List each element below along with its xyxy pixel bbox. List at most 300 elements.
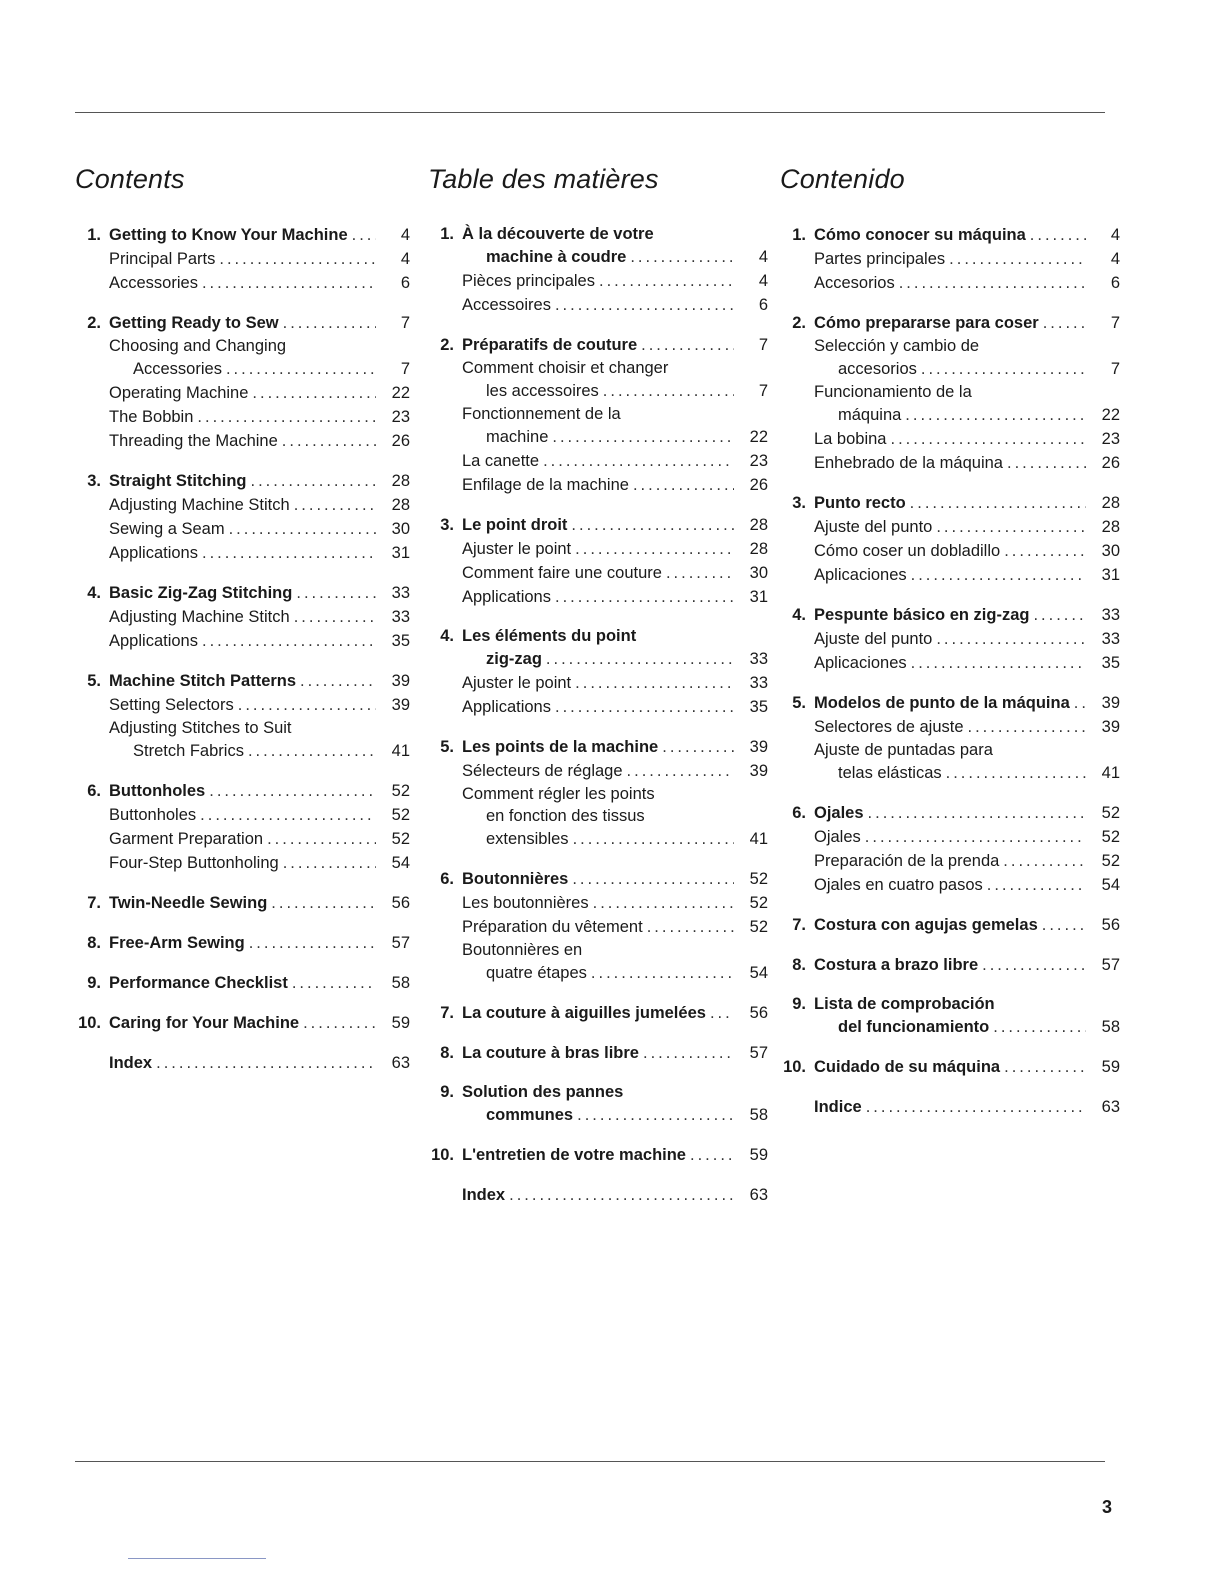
- subentry-title: accesorios: [838, 360, 917, 378]
- entry-number: 10.: [431, 1146, 454, 1164]
- toc-section: [428, 333, 768, 497]
- entry-page: 63: [749, 1186, 768, 1204]
- entry-title: communes: [486, 1106, 574, 1124]
- toc-entry-heading: [75, 669, 410, 693]
- entry-title: Le point droit: [462, 516, 568, 534]
- dot-leader: [294, 605, 376, 629]
- subentry-title: máquina: [838, 406, 902, 424]
- entry-title: del funcionamiento: [838, 1018, 990, 1036]
- entry-number: 1.: [440, 225, 454, 243]
- toc-subentry: [75, 493, 410, 517]
- entry-title: Index: [109, 1054, 153, 1072]
- subentry-page: 39: [749, 762, 768, 780]
- toc-section: [75, 311, 410, 453]
- subentry-page: 52: [749, 894, 768, 912]
- dot-leader: [575, 671, 734, 695]
- entry-title: Costura a brazo libre: [814, 956, 979, 974]
- dot-leader: [219, 247, 376, 271]
- dot-leader: [630, 245, 734, 269]
- entry-page: 57: [1101, 956, 1120, 974]
- toc-section: [428, 513, 768, 609]
- toc-section: [780, 1055, 1120, 1079]
- toc-entry-heading: [780, 801, 1120, 825]
- subentry-title: Adjusting Machine Stitch: [109, 608, 290, 626]
- entry-title: Indice: [814, 1098, 862, 1116]
- toc-subentry: [75, 517, 410, 541]
- indent: [75, 335, 109, 357]
- subentry-page: 41: [749, 830, 768, 848]
- subentry-title: Ojales en cuatro pasos: [814, 876, 983, 894]
- toc-subentry: [780, 563, 1120, 587]
- subentry-page: 30: [391, 520, 410, 538]
- toc-subentry: [780, 849, 1120, 873]
- subentry-title: Applications: [109, 632, 198, 650]
- dot-leader: [197, 405, 376, 429]
- dot-leader: [267, 827, 376, 851]
- entry-title: Cómo conocer su máquina: [814, 226, 1026, 244]
- entry-page: 57: [749, 1044, 768, 1062]
- toc-subentry: [780, 403, 1120, 427]
- entry-title: Pespunte básico en zig-zag: [814, 606, 1030, 624]
- toc-subentry: [428, 891, 768, 915]
- subentry-page: 4: [758, 272, 768, 290]
- entry-page: 59: [391, 1014, 410, 1032]
- subentry-title: Pièces principales: [462, 272, 595, 290]
- subentry-page: 23: [1101, 430, 1120, 448]
- entry-page: 7: [758, 336, 768, 354]
- toc-entry-heading: [428, 223, 768, 245]
- subentry-page: 41: [1101, 764, 1120, 782]
- toc-entry-heading: [75, 971, 410, 995]
- toc-subentry: [780, 715, 1120, 739]
- subentry-page: 7: [1110, 360, 1120, 378]
- subentry-title: Preparación de la prenda: [814, 852, 1000, 870]
- entry-number: 8.: [792, 956, 806, 974]
- dot-leader: [546, 647, 734, 671]
- subentry-page: 23: [749, 452, 768, 470]
- subentry-title: Threading the Machine: [109, 432, 278, 450]
- dot-leader: [1030, 223, 1086, 247]
- entry-number: 9.: [792, 995, 806, 1013]
- entry-title: L'entretien de votre machine: [462, 1146, 686, 1164]
- dot-leader: [252, 381, 376, 405]
- dot-leader: [666, 561, 734, 585]
- toc-subentry: [428, 425, 768, 449]
- subentry-title: Partes principales: [814, 250, 946, 268]
- toc-section: [75, 581, 410, 653]
- dot-leader: [292, 971, 376, 995]
- entry-number: 8.: [440, 1044, 454, 1062]
- toc-subentry: [780, 381, 1120, 403]
- entry-page: 39: [749, 738, 768, 756]
- entry-page: 58: [391, 974, 410, 992]
- toc-subentry: [75, 803, 410, 827]
- entry-number: 7.: [87, 894, 101, 912]
- toc-subentry: [428, 827, 768, 851]
- subentry-page: 52: [749, 918, 768, 936]
- indent: [780, 739, 814, 761]
- entry-number: 3.: [792, 494, 806, 512]
- toc-section: [780, 953, 1120, 977]
- toc-entry-heading: [428, 735, 768, 759]
- indent: [428, 403, 462, 425]
- entry-page: 56: [1101, 916, 1120, 934]
- toc-section: [75, 1011, 410, 1035]
- page-number: 3: [1101, 1497, 1112, 1517]
- toc-sections: [780, 223, 1120, 1119]
- subentry-page: 31: [1101, 566, 1120, 584]
- subentry-page: 30: [749, 564, 768, 582]
- subentry-page: 39: [1101, 718, 1120, 736]
- toc-entry-heading: [780, 1055, 1120, 1079]
- entry-title: Solution des pannes: [462, 1083, 624, 1101]
- dot-leader: [303, 1011, 376, 1035]
- toc-subentry: [780, 271, 1120, 295]
- entry-page: 58: [749, 1106, 768, 1124]
- entry-title: Les points de la machine: [462, 738, 659, 756]
- entry-page: 7: [1110, 314, 1120, 332]
- subentry-title: Funcionamiento de la: [814, 383, 972, 401]
- dot-leader: [865, 825, 1086, 849]
- toc-section: [428, 223, 768, 317]
- dot-leader: [552, 425, 734, 449]
- indent: [780, 381, 814, 403]
- toc-entry-heading: [428, 867, 768, 891]
- dot-leader: [209, 779, 376, 803]
- subentry-page: 35: [391, 632, 410, 650]
- dot-leader: [968, 715, 1086, 739]
- toc-entry-heading: [75, 469, 410, 493]
- toc-subentry: [428, 805, 768, 827]
- toc-subentry: [428, 473, 768, 497]
- entry-title: Free-Arm Sewing: [109, 934, 245, 952]
- subentry-page: 31: [749, 588, 768, 606]
- subentry-title: Enhebrado de la máquina: [814, 454, 1003, 472]
- entry-number: 3.: [440, 516, 454, 534]
- dot-leader: [911, 563, 1086, 587]
- bottom-rule: [75, 1461, 1105, 1462]
- subentry-page: 7: [400, 360, 410, 378]
- toc-entry-heading: [75, 223, 410, 247]
- toc-subentry: [428, 915, 768, 939]
- dot-leader: [283, 851, 376, 875]
- toc-section: [780, 801, 1120, 897]
- entry-number: 7.: [792, 916, 806, 934]
- toc-subentry: [428, 449, 768, 473]
- toc-subentry: [75, 827, 410, 851]
- subentry-page: 52: [391, 830, 410, 848]
- subentry-page: 6: [758, 296, 768, 314]
- toc-subentry: [75, 851, 410, 875]
- subentry-title: Ajuste de puntadas para: [814, 741, 993, 759]
- subentry-title: Sélecteurs de réglage: [462, 762, 623, 780]
- entry-title: Préparatifs de couture: [462, 336, 638, 354]
- toc-section: [75, 469, 410, 565]
- toc-entry-heading: [780, 993, 1120, 1015]
- dot-leader: [603, 379, 734, 403]
- dot-leader: [905, 403, 1086, 427]
- subentry-title: Aplicaciones: [814, 566, 907, 584]
- toc-subentry: [428, 759, 768, 783]
- dot-leader: [899, 271, 1086, 295]
- entry-title: Ojales: [814, 804, 864, 822]
- subentry-title: Enfilage de la machine: [462, 476, 629, 494]
- toc-entry-heading: [780, 913, 1120, 937]
- toc-section: [75, 669, 410, 763]
- indent: [428, 357, 462, 379]
- entry-title: Twin-Needle Sewing: [109, 894, 268, 912]
- entry-page: 57: [391, 934, 410, 952]
- subentry-title: Sewing a Seam: [109, 520, 225, 538]
- entry-title: Costura con agujas gemelas: [814, 916, 1038, 934]
- dot-leader: [593, 891, 734, 915]
- subentry-title: Accessories: [109, 274, 198, 292]
- dot-leader: [300, 669, 376, 693]
- toc-section: [75, 971, 410, 995]
- entry-page: 63: [1101, 1098, 1120, 1116]
- dot-leader: [1074, 691, 1086, 715]
- toc-subentry: [75, 381, 410, 405]
- subentry-title: Préparation du vêtement: [462, 918, 643, 936]
- contents-column-french: [428, 160, 768, 1223]
- subentry-title: Ajuster le point: [462, 674, 572, 692]
- subentry-page: 33: [391, 608, 410, 626]
- entry-title: Straight Stitching: [109, 472, 247, 490]
- dot-leader: [921, 357, 1086, 381]
- toc-entry-heading: [75, 1051, 410, 1075]
- toc-sections: [428, 223, 768, 1207]
- subentry-page: 33: [749, 674, 768, 692]
- toc-subentry: [428, 939, 768, 961]
- toc-entry-heading: [780, 491, 1120, 515]
- toc-subentry: [780, 335, 1120, 357]
- dot-leader: [910, 491, 1086, 515]
- toc-subentry: [75, 739, 410, 763]
- entry-number: 5.: [440, 738, 454, 756]
- dot-leader: [352, 223, 376, 247]
- subentry-title: Comment faire une couture: [462, 564, 662, 582]
- entry-page: 33: [1101, 606, 1120, 624]
- subentry-title: quatre étapes: [486, 964, 587, 982]
- entry-page: 28: [749, 516, 768, 534]
- toc-section: [780, 311, 1120, 475]
- toc-subentry: [428, 961, 768, 985]
- subentry-title: Applications: [462, 698, 551, 716]
- subentry-title: Ajuste del punto: [814, 518, 933, 536]
- subentry-page: 23: [391, 408, 410, 426]
- toc-subentry: [75, 717, 410, 739]
- entry-page: 58: [1101, 1018, 1120, 1036]
- dot-leader: [1042, 913, 1086, 937]
- column-title: Table des matières: [428, 164, 659, 194]
- toc-subentry: [780, 627, 1120, 651]
- dot-leader: [543, 449, 734, 473]
- toc-section: [75, 931, 410, 955]
- indent: [428, 939, 462, 961]
- subentry-title: Les boutonnières: [462, 894, 589, 912]
- entry-title: La couture à bras libre: [462, 1044, 639, 1062]
- subentry-title: Principal Parts: [109, 250, 216, 268]
- toc-section: [780, 691, 1120, 785]
- dot-leader: [571, 513, 734, 537]
- subentry-page: 26: [1101, 454, 1120, 472]
- entry-title: zig-zag: [486, 650, 542, 668]
- toc-subentry: [428, 293, 768, 317]
- column-title: Contents: [75, 164, 185, 194]
- toc-entry-heading: [428, 1001, 768, 1025]
- dot-leader: [249, 931, 376, 955]
- subentry-page: 28: [749, 540, 768, 558]
- toc-section: [428, 1081, 768, 1127]
- subentry-title: Applications: [109, 544, 198, 562]
- dot-leader: [1007, 451, 1086, 475]
- dot-leader: [282, 429, 376, 453]
- toc-entry-heading: [780, 223, 1120, 247]
- toc-sections: [75, 223, 410, 1075]
- dot-leader: [156, 1051, 376, 1075]
- entry-number: 2.: [792, 314, 806, 332]
- subentry-title: extensibles: [486, 830, 569, 848]
- toc-subentry: [75, 541, 410, 565]
- dot-leader: [271, 891, 376, 915]
- entry-page: 56: [391, 894, 410, 912]
- subentry-page: 26: [391, 432, 410, 450]
- entry-page: 33: [749, 650, 768, 668]
- entry-number: 9.: [440, 1083, 454, 1101]
- entry-number: 6.: [792, 804, 806, 822]
- dot-leader: [200, 803, 376, 827]
- subentry-title: les accessoires: [486, 382, 599, 400]
- subentry-page: 54: [1101, 876, 1120, 894]
- subentry-title: Choosing and Changing: [109, 337, 287, 355]
- subentry-page: 22: [749, 428, 768, 446]
- subentry-title: Comment régler les points: [462, 785, 655, 803]
- entry-number: 1.: [87, 226, 101, 244]
- subentry-page: 54: [749, 964, 768, 982]
- dot-leader: [949, 247, 1086, 271]
- toc-subentry: [780, 539, 1120, 563]
- entry-title: À la découverte de votre: [462, 225, 654, 243]
- entry-title: Index: [462, 1186, 506, 1204]
- dot-leader: [891, 427, 1087, 451]
- dot-leader: [591, 961, 734, 985]
- toc-subentry: [75, 629, 410, 653]
- toc-subentry: [75, 429, 410, 453]
- dot-leader: [248, 739, 376, 763]
- entry-title: machine à coudre: [486, 248, 627, 266]
- subentry-title: Accessoires: [462, 296, 551, 314]
- toc-section: [780, 993, 1120, 1039]
- toc-entry-heading: [428, 647, 768, 671]
- dot-leader: [202, 541, 376, 565]
- toc-entry-heading: [780, 1095, 1120, 1119]
- dot-leader: [643, 1041, 734, 1065]
- dot-leader: [936, 627, 1086, 651]
- entry-page: 56: [749, 1004, 768, 1022]
- toc-subentry: [428, 695, 768, 719]
- subentry-page: 41: [391, 742, 410, 760]
- toc-section: [428, 735, 768, 851]
- toc-subentry: [428, 561, 768, 585]
- toc-entry-heading: [780, 691, 1120, 715]
- toc-section: [780, 1095, 1120, 1119]
- entry-number: 6.: [87, 782, 101, 800]
- toc-section: [75, 1051, 410, 1075]
- subentry-page: 33: [1101, 630, 1120, 648]
- column-title: Contenido: [780, 164, 905, 194]
- subentry-title: Adjusting Stitches to Suit: [109, 719, 292, 737]
- subentry-title: en fonction des tissus: [486, 807, 645, 825]
- entry-title: Punto recto: [814, 494, 906, 512]
- subentry-title: Operating Machine: [109, 384, 249, 402]
- entry-page: 39: [1101, 694, 1120, 712]
- toc-subentry: [780, 825, 1120, 849]
- entry-number: 6.: [440, 870, 454, 888]
- dot-leader: [627, 759, 734, 783]
- subentry-page: 30: [1101, 542, 1120, 560]
- subentry-title: Accessories: [133, 360, 222, 378]
- dot-leader: [226, 357, 376, 381]
- toc-entry-heading: [428, 513, 768, 537]
- toc-entry-heading: [428, 1041, 768, 1065]
- subentry-page: 6: [1110, 274, 1120, 292]
- toc-subentry: [75, 357, 410, 381]
- toc-entry-heading: [75, 779, 410, 803]
- toc-subentry: [428, 783, 768, 805]
- toc-entry-heading: [428, 245, 768, 269]
- toc-section: [75, 779, 410, 875]
- subentry-page: 35: [1101, 654, 1120, 672]
- entry-title: Cuidado de su máquina: [814, 1058, 1001, 1076]
- subentry-page: 31: [391, 544, 410, 562]
- toc-entry-heading: [75, 891, 410, 915]
- subentry-title: Selección y cambio de: [814, 337, 980, 355]
- subentry-page: 4: [1110, 250, 1120, 268]
- toc-section: [75, 891, 410, 915]
- top-rule: [75, 112, 1105, 113]
- entry-title: Basic Zig-Zag Stitching: [109, 584, 293, 602]
- toc-subentry: [780, 515, 1120, 539]
- subentry-page: 26: [749, 476, 768, 494]
- entry-page: 28: [1101, 494, 1120, 512]
- entry-page: 59: [1101, 1058, 1120, 1076]
- dot-leader: [572, 867, 734, 891]
- toc-entry-heading: [428, 1183, 768, 1207]
- subentry-title: Fonctionnement de la: [462, 405, 621, 423]
- dot-leader: [987, 873, 1086, 897]
- indent: [428, 805, 486, 827]
- dot-leader: [866, 1095, 1086, 1119]
- entry-title: Getting Ready to Sew: [109, 314, 279, 332]
- entry-number: 10.: [78, 1014, 101, 1032]
- toc-subentry: [780, 739, 1120, 761]
- entry-title: Getting to Know Your Machine: [109, 226, 348, 244]
- subentry-title: Aplicaciones: [814, 654, 907, 672]
- subentry-title: Cómo coser un dobladillo: [814, 542, 1001, 560]
- dot-leader: [690, 1143, 734, 1167]
- entry-title: Machine Stitch Patterns: [109, 672, 297, 690]
- dot-leader: [911, 651, 1086, 675]
- entry-page: 39: [391, 672, 410, 690]
- dot-leader: [633, 473, 734, 497]
- dot-leader: [229, 517, 376, 541]
- toc-subentry: [75, 693, 410, 717]
- entry-page: 59: [749, 1146, 768, 1164]
- subentry-page: 7: [758, 382, 768, 400]
- toc-entry-heading: [780, 1015, 1120, 1039]
- entry-number: 1.: [792, 226, 806, 244]
- subentry-title: Selectores de ajuste: [814, 718, 964, 736]
